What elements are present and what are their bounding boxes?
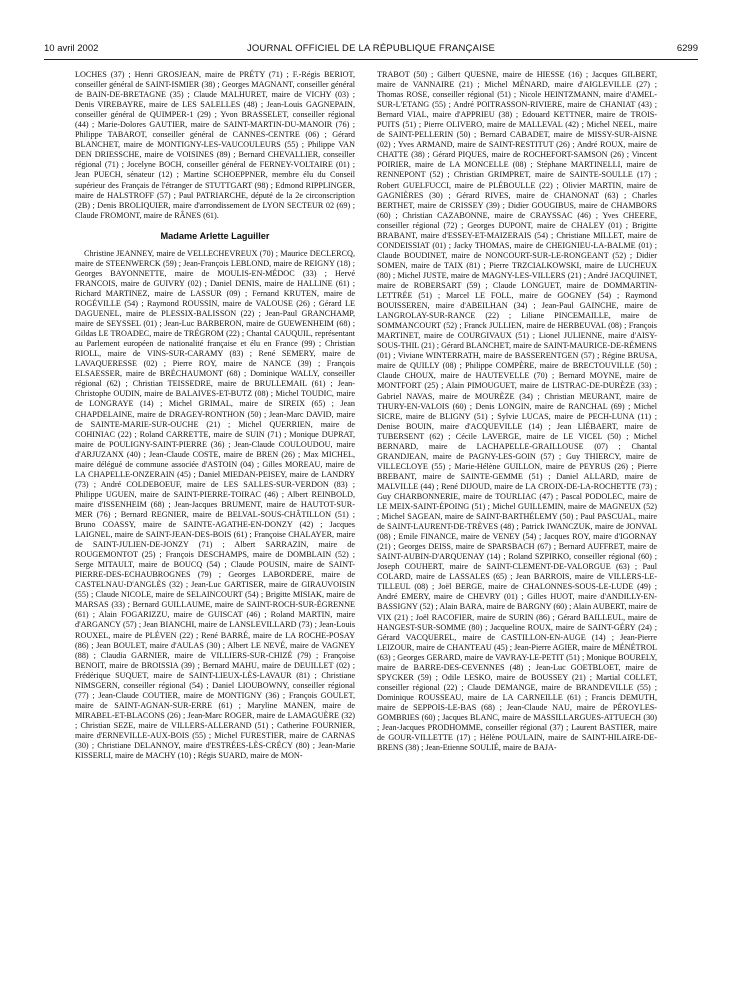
- page-number: 6299: [676, 43, 698, 54]
- section-title: Madame Arlette Laguiller: [160, 230, 270, 241]
- signatories-paragraph-2: Christine JEANNEY, maire de VELLECHEVREUX (70) ; Maurice DECLERCQ, maire de STEENWERCK (59) ; Jean-François LEBLOND, maire de REIGNY (18) ; Georges BAYONNETTE, maire de MOULIS-EN-MÉDOC (33) ; Hervé FRANCOIS, maire de GUIVRY (02) ; Daniel DENIS, maire de HALLINE (61) ; Richard MARTINEZ, maire de LASSUR (09) ; Fernand KRUTEN, maire de ROGÉVILLE (54) ; Raymond ROUSSIN, maire de VALOUSE (26) ; Gérard LE DAGUENEL, maire de PLESSIX-BALISSON (22) ; Jean-Paul GRANCHAMP, maire de SEYSSEL (01) ; Jean-Luc BARBERON, maire de GUEWENHEIM (68) ; Gildas LE TROADEC, maire de TRÉGROM (22) ; Chantal CAUQUIL, représentant au Parlement européen de nationalité française et élu en France (99) ; Christian RIOLL, maire de VINS-SUR-CARAMY (83) ; René SEMERY, maire de LAVAQUERESSE (02) ; Pierre ROY, maire de NANCE (39) ; François ELSAESSER, maire de BRÉCHAUMONT (68) ; Dominique WALLY, conseiller régional (62) ; Christian TEISSEDRE, maire de BRULLEMAIL (61) ; Jean-Christophe OUDIN, maire de BALAIVES-ET-BUTZ (08) ; Michel TOUDIC, maire de LONGRAYE (14) ; Michel GRIMAL, maire de SIREIX (65) ; Jean CHAPDELAINE, maire de DRAGEY-RONTHON (50) ; Jean-Marc DAVID, maire de SAINTE-MARIE-SUR-OUCHE (21) ; Michel QUERRIEN, maire de COHINIAC (22) ; Roland CARRETTE, maire de SUIN (71) ; Monique DUPRAT, maire de POULIGNY-SAINT-PIERRE (36) ; Jean-Claude COULOUDOU, maire d'ARJUZANX (40) ; Jean-Claude COSTE, maire de BREN (26) ; Max MICHEL, maire délégué de commune associée d'ASTOIN (04) ; Gilles MOREAU, maire de LA CHAPELLE-ONZERAIN (45) ; Daniel MIEDAN-PEISEY, maire de LANDRY (73) ; André COLDEBOEUF, maire de LES SALLES-SUR-VERDON (83) ; Philippe UGUEN, maire de SAINT-PIERRE-TOIRAC (46) ; Albert REINBOLD, maire d'ISSENHEIM (68) ; Jean-Jacques BRUMENT, maire de HAUTOT-SUR-MER (76) ; Bernard REGNIER, maire de BELVAL-SOUS-CHÂTILLON (51) ; Bruno COASSY, maire de SAINTE-AGATHE-EN-DONZY (42) ; Jacques LAIGNEL, maire de SAINT-JEAN-DES-BOIS (61) ; Françoise CHALAYER, maire de SAINT-JULIEN-DE-JONZY (71) ; Albert SARRAZIN, maire de ROUGEMONTOT (25) ; François DESCHAMPS, maire de DOMBLAIN (52) ; Serge MITAULT, maire de BOUCQ (54) ; Claude POUSIN, maire de SAINT-PIERRE-DES-ECHAUBROGNES (79) ; Georges LABORDERE, maire de CASTELNAU-D'ANGLÈS (32) ; Jean-Luc GARTISER, maire de GIRAUVOISIN (55) ; Claude NICOLE, maire de SELAINCOURT (54) ; Brigitte MISIAK, maire de MARSAS (33) ; Bernard GUILLAUME, maire de SAINT-ROCH-SUR-ÉGRENNE (61) ; Alain FOGARIZZU, maire de GUISCAT (46) ; Roland MARTIN, maire d'ARGANCY (57) ; Jean BIANCHI, maire de LANSLEVILLARD (73) ; Jean-Louis ROUXEL, maire de PLÉVEN (22) ; René BARRÉ, maire de LA ROCHE-POSAY (86) ; Jean BOULET, maire d'AULAS (30) ; Albert LE NEVÉ, maire de VAGNEY (88) ; Claudia GARNIER, maire de VILLIERS-SUR-CHIZÉ (79) ; Françoise BENOIT, maire de BROISSIA (39) ; Bernard MAHU, maire de DEUILLET (02) ; Frédérique SUQUET, maire de SAINT-LIEUX-LÈS-LAVAUR (81) ; Christiane NIMSGERN, conseiller régional (54) ; Daniel LIOUBOWNY, conseiller régional (77) ; Jean-Claude COUTIER, maire de MONTIGNY (36) ; François GOULET, maire de SAINT-AGNAN-SUR-ERRE (61) ; Maryline MANEN, maire de MIRABEL-ET-BLACONS (26) ; Jean-Marc ROGER, maire de LAMAGUÈRE (32) ; Christian SEZE, maire de VILLERS-ALLERAND (51) ; Catherine FOURNIER, maire d'ERNEVILLE-AUX-BOIS (55) ; Michel FURESTIER, maire de CARNAS (30) ; Christiane DELANNOY, maire d'ESTRÉES-LÈS-CRÉCY (80) ; Jean-Marie KISSERLI, maire de MACHY (10) ; Régis SUARD, maire de MON-: [75, 248, 355, 761]
- journal-title: JOURNAL OFFICIEL DE LA RÉPUBLIQUE FRANÇAISE: [246, 43, 496, 54]
- left-column: [75, 70, 355, 761]
- header-date: 10 avril 2002: [44, 43, 99, 54]
- right-column: [377, 70, 657, 753]
- page-header: [44, 43, 698, 60]
- signatories-paragraph-3: TRABOT (50) ; Gilbert QUESNE, maire de HIESSE (16) ; Jacques GILBERT, maire de VANNAIRE (21) ; Michel MÉNARD, maire d'AIGLEVILLE (27) ; Thomas ROSE, conseiller régional (51) ; Nicole HEINTZMANN, maire d'AMEL-SUR-L'ETANG (55) ; André POITRASSON-RIVIERE, maire de CHANIAT (43) ; Bernard VIAL, maire d'APPRIEU (38) ; Edouard KETTNER, maire de TROIS-PUITS (51) ; Pierre OLIVERO, maire de MALLEVAL (42) ; Michel NEEL, maire de SAINT-PELLERIN (50) ; Bernard CABADET, maire de MISSY-SUR-AISNE (02) ; Yves ARMAND, maire de SAINT-RESTITUT (26) ; André ROUX, maire de CHATTE (38) ; Gérard PIQUES, maire de ROCHEFORT-SAMSON (26) ; Vincent POIRIER, maire de LA MONCELLE (08) ; Stéphane MARTINELLI, maire de RENNEPONT (52) ; Christian GRIMPRET, maire de SAINTE-SOULLE (17) ; Robert GUELFUCCI, maire de PLÉBOULLE (22) ; Olivier MARTIN, maire de GAGNIÈRES (30) ; Gérard RIVES, maire de CHANONAT (63) ; Charles BERTHET, maire de CRISSEY (39) ; Didier GOUGIBUS, maire de CHAMBORS (60) ; Christian CAZABONNE, maire de CRAYSSAC (46) ; Yves CHEERE, conseiller régional (72) ; Georges DUPONT, maire de CHALEY (01) ; Brigitte BRABANT, maire d'ESSEY-ET-MAIZERAIS (54) ; Christiane MILLET, maire de CONDEISSIAT (01) ; Jacky THOMAS, maire de CHEIGNIEU-LA-BALME (01) ; Claude BOUDINET, maire de NONCOURT-SUR-LE-RONGEANT (52) ; Didier SOMEN, maire de TAIX (81) ; Pierre TRZCIALKOWSKI, maire de LUCHEUX (80) ; Michel JUSTE, maire de MAGNY-LES-VILLERS (21) ; André JACQUINET, maire de ROBERSART (59) ; Claude LONGUET, maire de DOMMARTIN-LETTRÉE (51) ; Marcel LE FOLL, maire de GOGNEY (54) ; Raymond BOUISSEREN, maire d'ABEILHAN (34) ; Jean-Paul GAINCHE, maire de LANGROLAY-SUR-RANCE (22) ; Liliane PINCEMAILLE, maire de SOMMANCOURT (52) ; Franck JULLIEN, maire de HERBEUVAL (08) ; François MARTINET, maire de COURGIVAUX (51) ; Lionel JULIENNE, maire d'AISY-SOUS-THIL (21) ; Gérard BLANCHET, maire de SAINT-MAURICE-DE-RÉMENS (01) ; Viviane WINTERRATH, maire de BASSERENTGEN (57) ; Régine BRUSA, maire de QUILLY (08) ; Philippe COMPÈRE, maire de BRECTOUVILLE (50) ; Claude CHOUX, maire de HAUTEVELLE (70) ; Bernard MOYNE, maire de MONTFORT (25) ; Alain PIMOUGUET, maire de LISTRAC-DE-DURÈZE (33) ; Gabriel NAVAS, maire de MOURÈZE (34) ; Christian MEURANT, maire de THURY-EN-VALOIS (60) ; Denis LONGIN, maire de RANCHAL (69) ; Michel SICRE, maire de BLIGNY (51) ; Sylvie LUCAS, maire de PECH-LUNA (11) ; Denise BOUIN, maire d'ACQUEVILLE (14) ; Jean LIÉBAERT, maire de TUBERSENT (62) ; Cécile LAVERGE, maire de LE VICEL (50) ; Michel BERNARD, maire de LACHAPELLE-GRAILLOUSE (07) ; Chantal GRANDJEAN, maire de PAGNY-LES-GOIN (57) ; Guy THIERCY, maire de VILLECLOYE (55) ; Marie-Hélène GUILLON, maire de PEYRUS (26) ; Pierre BREBANT, maire de SAINTE-GEMME (51) ; Daniel ALLARD, maire de MALVILLE (44) ; René DIJOUD, maire de LA CROIX-DE-LA-ROCHETTE (73) ; Guy CHARBONNERIE, maire de TOURLIAC (47) ; Pascal PODOLEC, maire de LE MEIX-SAINT-ÉPOING (51) ; Michel GUILLEMIN, maire de MAGNEUX (52) ; Michel SAGEAN, maire de SAINT-BARTHÉLEMY (50) ; Paul PASCUAL, maire de SAINT-LAURENT-DE-TRÈVES (48) ; Patrick IWANCZUK, maire de JONVAL (08) ; Emile FINANCE, maire de VENEY (54) ; Jacques ROY, maire d'IGORNAY (21) ; Georges DEISS, maire de SPARSBACH (67) ; Bernard AUFFRET, maire de SAINT-AUBIN-D'ARQUENAY (14) ; Roland SZPIRKO, conseiller régional (60) ; Joseph COUHERT, maire de SAINT-CLEMENT-DE-VALORGUE (63) ; Paul COLARD, maire de LASSALES (65) ; Jean BARROIS, maire de VILLERS-LE-TILLEUL (08) ; Joël BERGE, maire de CHALONNES-SOUS-LE-LUDE (49) ; André EMERY, maire de CHEVRY (01) ; Gilles HUOT, maire d'ANDILLY-EN-BASSIGNY (52) ; Alain BARA, maire de BARGNY (60) ; Alain AUBERT, maire de VIX (21) ; Joël RACOFIER, maire de SURIN (86) ; Gérard BAILLEUL, maire de HANGEST-SUR-SOMME (80) ; Jacqueline ROUX, maire de SAINT-GÉRY (24) ; Gérard VACQUEREL, maire de CASTILLON-EN-AUGE (14) ; Jean-Pierre LEIZOUR, maire de CHANTEAU (45) ; Jean-Pierre AGIER, maire de MÉNÉTROL (63) ; Georges GERARD, maire de VAVRAY-LE-PETIT (51) ; Monique BOURELY, maire de BARRE-DES-CEVENNES (48) ; Jean-Luc GOETBLOET, maire de SPYCKER (59) ; Odile LESKO, maire de BOUSSEY (21) ; Martial COLLET, conseiller régional (22) ; Claude DEMANGE, maire de BRANDEVILLE (55) ; Dominique ROUSSEAU, maire de LA CARNEILLE (61) ; Francis DEMUTH, maire de SEPPOIS-LE-BAS (68) ; Jean-Claude NAU, maire de PÉROYLES-GOMBRIES (60) ; Jacques BLANC, maire de MASSILLARGUES-ATTUECH (30) ; Jean-Jacques PRODHOMME, conseiller régional (37) ; Laurent BASTIER, maire de GOUR-VILLETTE (17) ; Hélène POULAIN, maire de SAINT-HILAIRE-DE-BRENS (38) ; Jean-Etienne SOULIÉ, maire de BAJA-: [377, 70, 657, 753]
- signatories-paragraph-1: LOCHES (37) ; Henri GROSJEAN, maire de PRÉTY (71) ; F.-Régis BERIOT, conseiller général de SAINT-ISMIER (38) ; Georges MAGNANT, conseiller général de BAIN-DE-BRETAGNE (35) ; Claude MALHURET, maire de VICHY (03) ; Denis VIREBAYRE, maire de LES SALELLES (48) ; Jean-Louis GAGNEPAIN, conseiller général de QUIMPER-1 (29) ; Yvon BRASSELET, conseiller régional (44) ; Marie-Dolores GAUTIER, maire de SAINT-MARTIN-DU-MANOIR (76) ; Philippe TABAROT, conseiller général de CANNES-CENTRE (06) ; Gérard BLANCHET, maire de MONTIGNY-LES-VAUCOULEURS (55) ; Philippe VAN DEN DRIESSCHE, maire de VOISINES (89) ; Bernard CHEVALLIER, conseiller régional (71) ; Jocelyne BOCH, conseiller général de FERNEY-VOLTAIRE (01) ; Jean PUECH, sénateur (12) ; Martine SCHOEPPNER, membre élu du Conseil supérieur des Français de l'étranger de STUTTGART (98) ; Edmond RIPPLINGER, maire de HALSTROFF (57) ; Paul PATRIARCHE, député de la 2e circonscription (2B) ; Denis BROLIQUIER, maire d'arrondissement de LYON SECTEUR 02 (69) ; Claude FROMONT, maire de RÂNES (61).: [75, 70, 355, 220]
